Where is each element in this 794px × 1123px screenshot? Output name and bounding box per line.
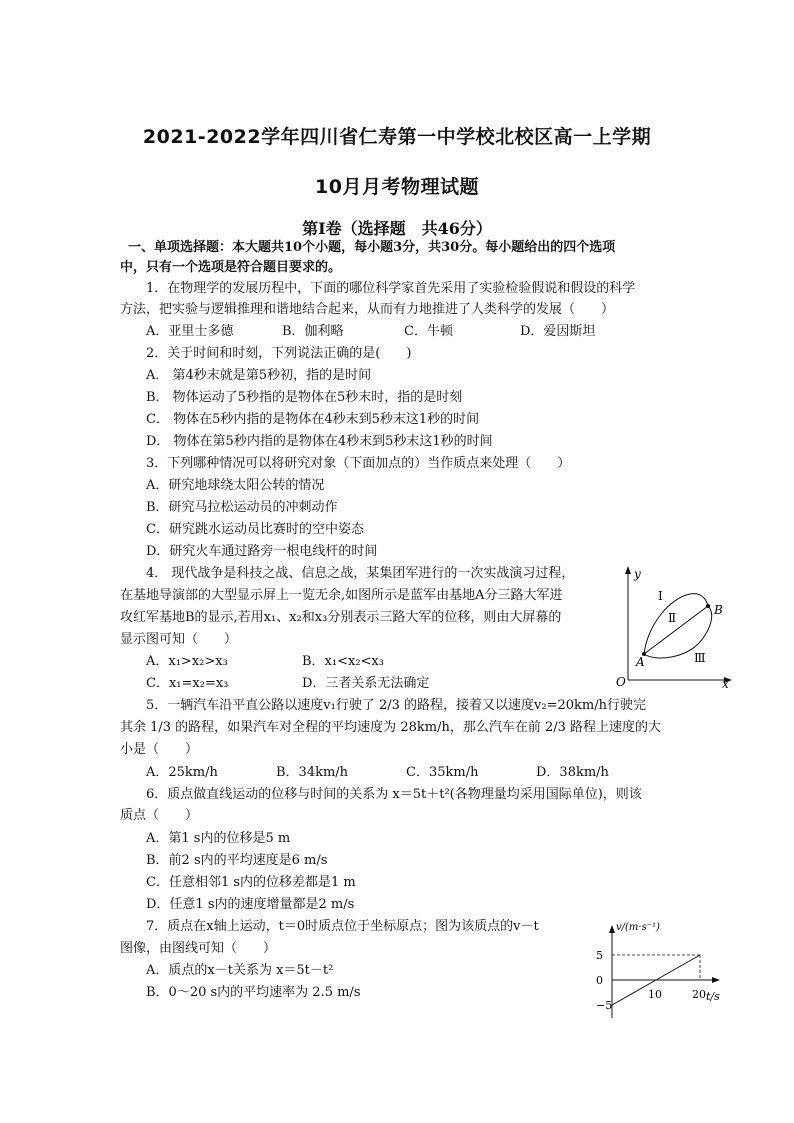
q5-stem-line-2: 其余 1/3 的路程，如果汽车对全程的平均速度为 28km/h，那么汽车在前 2/3 路程上速度的大 (120, 720, 662, 735)
q5-stem-line-1: 5．一辆汽车沿平直公路以速度v₁行驶了 2/3 的路程，接着又以速度v₂=20km/h行驶完 (146, 698, 646, 713)
q7-option-a: A．质点的x－t关系为 x＝5t－t² (146, 963, 334, 978)
q4-label-b: B (714, 603, 723, 617)
q2-option-c: C． 物体在5秒内指的是物体在4秒末到5秒末这1秒的时间 (146, 412, 480, 427)
q3-stem: 3．下列哪种情况可以将研究对象（下面加点的）当作质点来处理（ ） (146, 456, 571, 471)
q6-stem-line-1: 6．质点做直线运动的位移与时间的关系为 x＝5t＋t²(各物理量均采用国际单位)，则该 (146, 787, 642, 802)
q7-stem-line-2: 图像，由图线可知（ ） (120, 941, 277, 956)
instruction-line-2: 中，只有一个选项是符合题目要求的。 (120, 260, 342, 275)
q5-option-b: B．34km/h (276, 765, 349, 780)
q4-label-route-2: Ⅱ (668, 611, 677, 625)
q4-stem-line-1: 4． 现代战争是科技之战、信息之战，某集团军进行的一次实战演习过程， (146, 566, 575, 581)
q5-option-c: C．35km/h (406, 765, 479, 780)
vt-x-tick-label: 10 (648, 988, 662, 1001)
vt-graph (588, 918, 728, 1028)
section-heading: 第Ⅰ卷（选择题 共46分） (302, 219, 492, 238)
q2-option-b: B． 物体运动了5秒指的是物体在5秒末时，指的是时刻 (146, 390, 463, 405)
arrow-icon (712, 977, 720, 983)
arrow-icon (609, 925, 615, 933)
q4-option-d: D．三者关系无法确定 (302, 676, 430, 691)
q4-stem-line-2: 在基地导演部的大型显示屏上一览无余,如图所示是蓝军由基地A分三路大军进 (120, 588, 563, 603)
q6-option-c: C．任意相邻1 s内的位移差都是1 m (146, 875, 356, 890)
q4-label-a: A (636, 655, 645, 669)
q6-option-a: A．第1 s内的位移是5 m (146, 831, 291, 846)
q2-option-d: D． 物体在第5秒内指的是物体在4秒末到5秒末这1秒的时间 (146, 434, 493, 449)
q4-option-b: B．x₁<x₂<x₃ (302, 654, 384, 669)
instruction-line-1: 一、单项选择题：本大题共10个小题，每小题3分，共30分。每小题给出的四个选项 (128, 240, 616, 255)
q1-stem-line-2: 方法，把实验与逻辑推理和谐地结合起来，从而有力地推进了人类科学的发展（ ） (120, 302, 615, 317)
q6-option-d: D．任意1 s内的速度增量都是2 m/s (146, 897, 355, 912)
q4-x-label: x (722, 677, 729, 690)
q1-stem-line-1: 1．在物理学的发展历程中，下面的哪位科学家首先采用了实验检验假说和假设的科学 (146, 281, 636, 296)
q5-stem-line-3: 小是（ ） (120, 742, 199, 757)
q4-option-a: A．x₁>x₂>x₃ (146, 654, 228, 669)
q4-y-label: y (634, 567, 641, 581)
vt-y-tick-label: 0 (596, 974, 603, 987)
q4-label-route-1: Ⅰ (658, 589, 663, 603)
vt-x-label: t/s (706, 990, 720, 1003)
q4-origin-label: O (616, 675, 626, 689)
q5-option-d: D．38km/h (536, 765, 609, 780)
q4-point-b (706, 604, 710, 608)
q1-option-d: D．爱因斯坦 (520, 324, 596, 339)
vt-y-tick-label: 5 (596, 949, 603, 962)
q4-figure (608, 562, 738, 690)
q3-option-a: A．研究地球绕太阳公转的情况 (146, 478, 325, 493)
arrow-icon (625, 566, 631, 574)
q1-option-b: B．伽利略 (282, 324, 344, 339)
q4-stem-line-3: 攻红军基地B的显示,若用x₁、x₂和x₃分别表示三路大军的位移，则由大屏幕的 (120, 610, 562, 625)
q2-stem: 2．关于时间和时刻，下列说法正确的是( ) (146, 346, 412, 361)
q7-stem-line-1: 7．质点在x轴上运动，t＝0时质点位于坐标原点；图为该质点的v－t (146, 919, 539, 934)
q4-option-c: C．x₁=x₂=x₃ (146, 676, 229, 691)
q6-stem-line-2: 质点（ ） (120, 808, 199, 823)
q7-option-b: B．0～20 s内的平均速率为 2.5 m/s (146, 985, 361, 1000)
q2-option-a: A． 第4秒末就是第5秒初，指的是时间 (146, 368, 372, 383)
q6-option-b: B．前2 s内的平均速度是6 m/s (146, 853, 328, 868)
q4-label-route-3: Ⅲ (694, 651, 706, 665)
q3-option-c: C．研究跳水运动员比赛时的空中姿态 (146, 522, 364, 537)
q3-option-b: B．研究马拉松运动员的冲刺动作 (146, 500, 338, 515)
q1-option-a: A．亚里士多德 (146, 324, 234, 339)
vt-y-label: v/(m·s⁻¹) (616, 922, 660, 933)
vt-x-tick-label: 20 (692, 988, 706, 1001)
q5-option-a: A．25km/h (146, 765, 218, 780)
q1-option-c: C．牛顿 (404, 324, 453, 339)
title-line-2: 10月月考物理试题 (315, 176, 479, 198)
q3-option-d: D．研究火车通过路旁一根电线杆的时间 (146, 544, 378, 559)
q4-stem-line-4: 显示图可知（ ） (120, 632, 238, 647)
title-line-1: 2021-2022学年四川省仁寿第一中学校北校区高一上学期 (142, 126, 652, 148)
vt-y-tick-label: −5 (596, 999, 613, 1012)
